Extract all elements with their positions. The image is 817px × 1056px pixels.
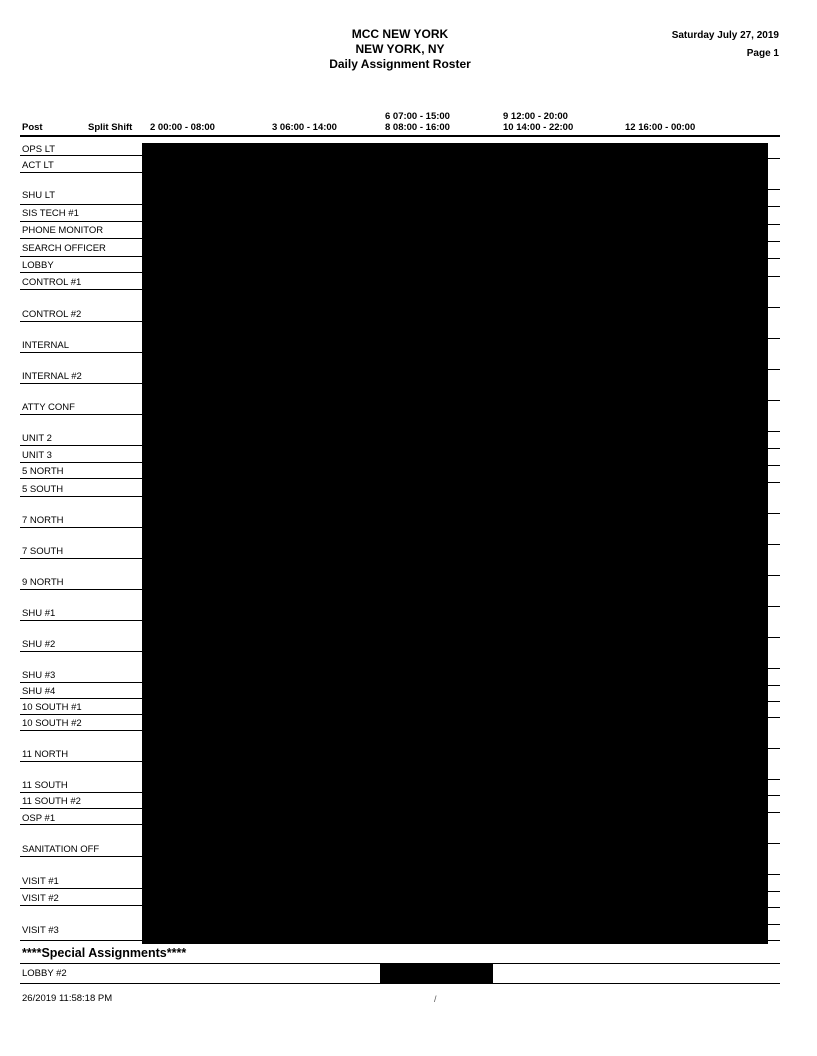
row-separator-right [768, 189, 780, 190]
post-label: 9 NORTH [22, 577, 64, 588]
row-separator-right [768, 276, 780, 277]
post-label: ATTY CONF [22, 402, 75, 413]
row-separator-right [768, 369, 780, 370]
column-shift-8: 8 08:00 - 16:00 [385, 122, 450, 133]
row-separator [20, 558, 142, 559]
row-separator [20, 698, 142, 699]
post-label-lobby-2: LOBBY #2 [22, 968, 67, 979]
post-label: 7 NORTH [22, 515, 64, 526]
special-bottom-rule [20, 983, 780, 984]
post-label: INTERNAL #2 [22, 371, 82, 382]
row-separator [20, 352, 142, 353]
row-separator-right [768, 224, 780, 225]
row-separator [20, 651, 142, 652]
row-separator [20, 714, 142, 715]
post-label: INTERNAL [22, 340, 69, 351]
row-separator [20, 321, 142, 322]
row-separator-right [768, 717, 780, 718]
header-rule [20, 135, 780, 137]
scan-mark: / [434, 994, 437, 1004]
special-redaction-block [380, 963, 493, 983]
row-separator [20, 272, 142, 273]
column-shift-6: 6 07:00 - 15:00 [385, 111, 450, 122]
row-separator [20, 905, 142, 906]
row-separator [20, 888, 142, 889]
row-separator [20, 155, 142, 156]
special-assignments-heading: ****Special Assignments**** [22, 946, 187, 960]
post-label: 11 SOUTH #2 [22, 796, 81, 807]
roster-date: Saturday July 27, 2019 [671, 30, 779, 41]
row-separator-right [768, 544, 780, 545]
row-separator [20, 496, 142, 497]
facility-location: NEW YORK, NY [355, 42, 445, 56]
row-separator-right [768, 701, 780, 702]
row-separator-right [768, 812, 780, 813]
column-shift-2: 2 00:00 - 08:00 [150, 122, 215, 133]
row-separator [20, 620, 142, 621]
post-label: UNIT 3 [22, 450, 52, 461]
post-label: SIS TECH #1 [22, 208, 79, 219]
row-separator [20, 256, 142, 257]
post-label: 7 SOUTH [22, 546, 64, 557]
row-separator [20, 478, 142, 479]
post-label: VISIT #1 [22, 876, 59, 887]
row-separator [20, 462, 142, 463]
post-label: OPS LT [22, 144, 56, 155]
column-split-shift: Split Shift [88, 122, 133, 133]
row-separator [20, 856, 142, 857]
row-separator-right [768, 940, 780, 941]
row-separator-right [768, 795, 780, 796]
row-separator [20, 238, 142, 239]
post-label: 5 SOUTH [22, 484, 64, 495]
row-separator [20, 172, 142, 173]
post-label: 5 NORTH [22, 466, 64, 477]
column-shift-10: 10 14:00 - 22:00 [503, 122, 574, 133]
post-label: LOBBY [22, 260, 54, 271]
facility-name: MCC NEW YORK [351, 27, 449, 41]
column-shift-12: 12 16:00 - 00:00 [625, 122, 696, 133]
row-separator-right [768, 874, 780, 875]
column-shift-9: 9 12:00 - 20:00 [503, 111, 568, 122]
row-separator [20, 940, 142, 941]
row-separator [20, 204, 142, 205]
row-separator-right [768, 448, 780, 449]
row-separator-right [768, 513, 780, 514]
post-label: 10 SOUTH #1 [22, 702, 82, 713]
post-label: 10 SOUTH #2 [22, 718, 82, 729]
post-label: CONTROL #2 [22, 309, 82, 320]
row-separator-right [768, 338, 780, 339]
row-separator-right [768, 685, 780, 686]
row-separator [20, 792, 142, 793]
row-separator [20, 761, 142, 762]
row-separator-right [768, 465, 780, 466]
row-separator [20, 527, 142, 528]
column-post: Post [22, 122, 43, 133]
row-separator [20, 445, 142, 446]
print-timestamp: 26/2019 11:58:18 PM [22, 993, 113, 1004]
row-separator-right [768, 431, 780, 432]
post-label: SHU LT [22, 190, 56, 201]
roster-title: Daily Assignment Roster [329, 57, 471, 71]
post-label: SHU #4 [22, 686, 56, 697]
row-separator-right [768, 779, 780, 780]
post-label: SEARCH OFFICER [22, 243, 106, 254]
row-separator-right [768, 158, 780, 159]
row-separator [20, 808, 142, 809]
page-number: Page 1 [746, 48, 779, 59]
row-separator [20, 414, 142, 415]
row-separator-right [768, 307, 780, 308]
post-label: SANITATION OFF [22, 844, 100, 855]
post-label: SHU #2 [22, 639, 56, 650]
post-label: ACT LT [22, 160, 54, 171]
row-separator [20, 824, 142, 825]
post-label: OSP #1 [22, 813, 56, 824]
row-separator [20, 383, 142, 384]
post-label: 11 SOUTH [22, 780, 68, 791]
row-separator-right [768, 206, 780, 207]
post-label: VISIT #3 [22, 925, 59, 936]
row-separator-right [768, 924, 780, 925]
row-separator [20, 289, 142, 290]
row-separator-right [768, 400, 780, 401]
row-separator-right [768, 575, 780, 576]
post-label: PHONE MONITOR [22, 225, 104, 236]
row-separator-right [768, 891, 780, 892]
redaction-block [142, 143, 768, 944]
post-label: SHU #3 [22, 670, 56, 681]
row-separator [20, 682, 142, 683]
post-label: VISIT #2 [22, 893, 59, 904]
row-separator-right [768, 668, 780, 669]
row-separator-right [768, 241, 780, 242]
row-separator [20, 221, 142, 222]
row-separator-right [768, 843, 780, 844]
post-label: 11 NORTH [22, 749, 69, 760]
post-label: CONTROL #1 [22, 277, 82, 288]
row-separator-right [768, 606, 780, 607]
row-separator [20, 589, 142, 590]
row-separator-right [768, 637, 780, 638]
post-label: UNIT 2 [22, 433, 52, 444]
row-separator-right [768, 907, 780, 908]
row-separator [20, 730, 142, 731]
column-shift-3: 3 06:00 - 14:00 [272, 122, 337, 133]
post-label: SHU #1 [22, 608, 56, 619]
row-separator-right [768, 748, 780, 749]
row-separator-right [768, 258, 780, 259]
row-separator-right [768, 482, 780, 483]
